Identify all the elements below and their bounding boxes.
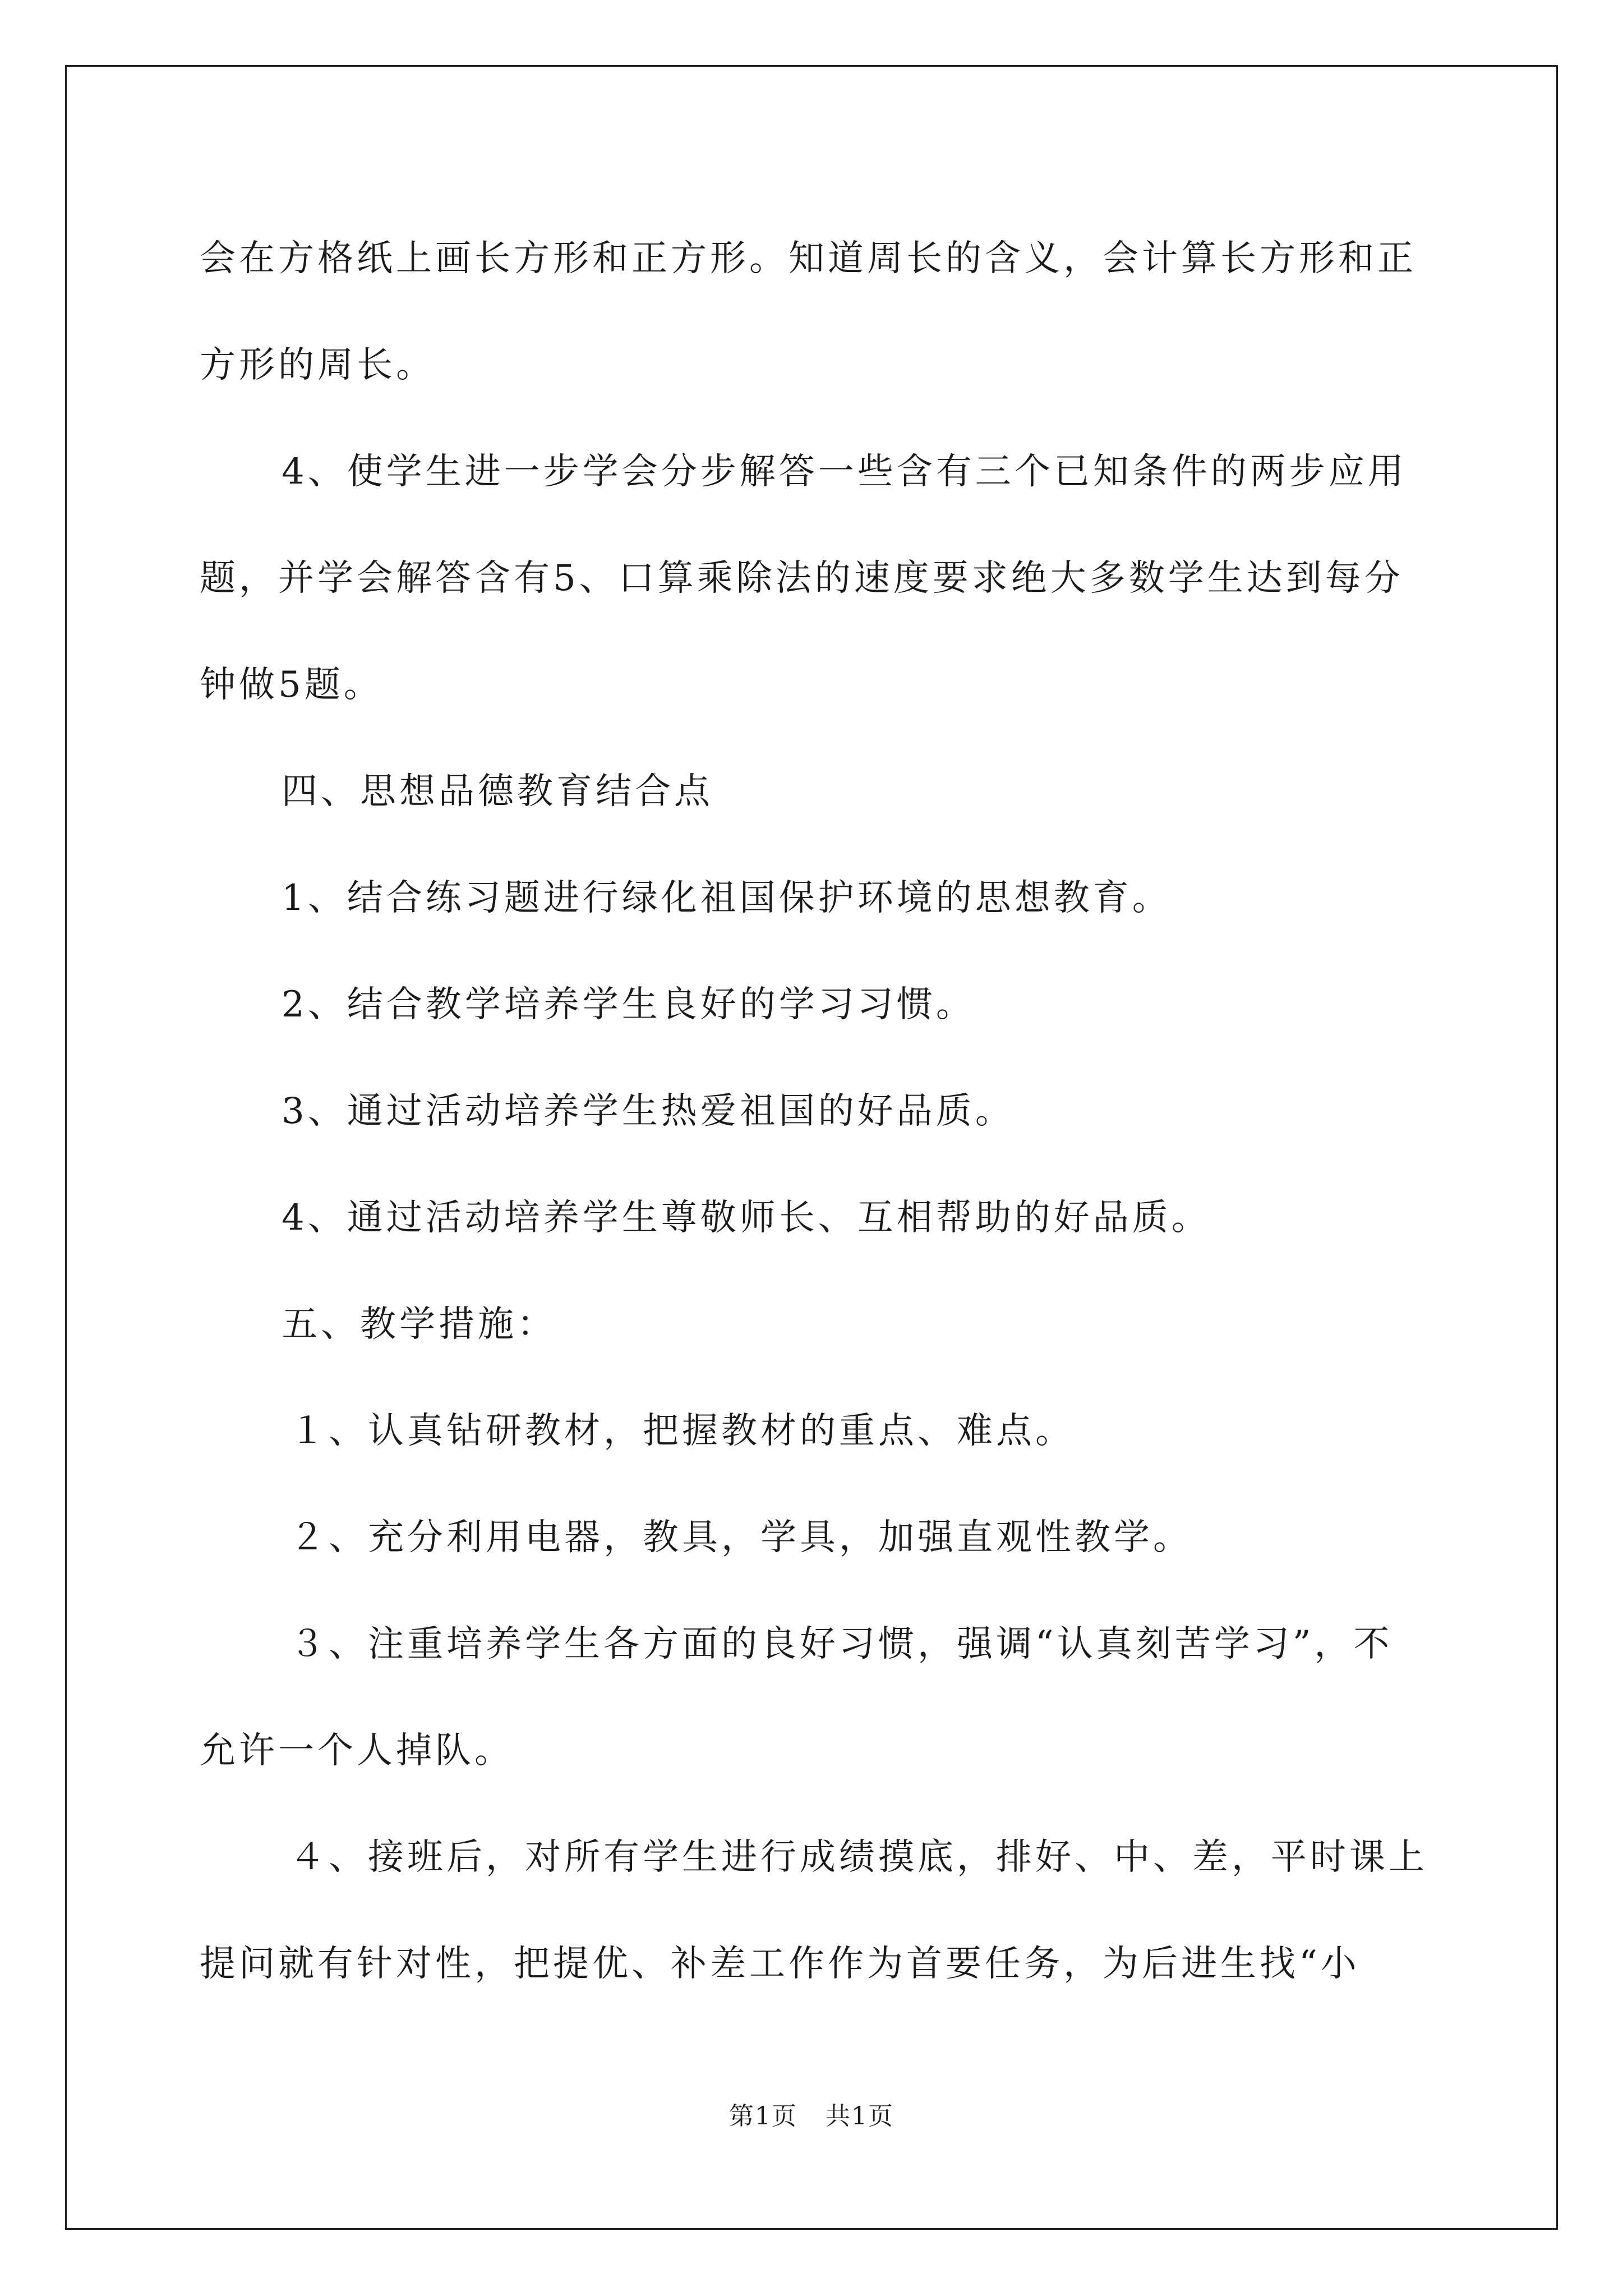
section-heading: 五、教学措施： <box>282 1304 556 1345</box>
paragraph: 会在方格纸上画长方形和正方形。知道周长的含义，会计算长方形和正方形的周长。 <box>200 238 1417 386</box>
list-item: 3、通过活动培养学生热爱祖国的好品质。 <box>282 1091 1015 1132</box>
list-item: 1、结合练习题进行绿化祖国保护环境的思想教育。 <box>282 877 1172 919</box>
paragraph: 4、使学生进一步学会分步解答一些含有三个已知条件的两步应用题，并学会解答含有5、口算乘除法的速度要求绝大多数学生达到每分钟做5题。 <box>200 451 1407 706</box>
list-item: 4、通过活动培养学生尊敬师长、互相帮助的好品质。 <box>282 1197 1211 1239</box>
list-item: ３、注重培养学生各方面的良好习惯，强调“认真刻苦学习”，不允许一个人掉队。 <box>200 1623 1393 1772</box>
section-heading: 四、思想品德教育结合点 <box>282 771 713 812</box>
page-total: 共1页 <box>826 2102 894 2131</box>
list-item: 2、结合教学培养学生良好的学习习惯。 <box>282 984 975 1025</box>
document-body <box>200 205 1428 2017</box>
page-number: 第1页 <box>729 2102 797 2131</box>
page-footer <box>0 2096 1623 2132</box>
list-item: ２、充分利用电器，教具，学具，加强直观性教学。 <box>289 1517 1192 1558</box>
list-item: ４、接班后，对所有学生进行成绩摸底，排好、中、差，平时课上提问就有针对性，把提优、补差工作作为首要任务，为后进生找“小 <box>200 1837 1428 1985</box>
list-item: １、认真钻研教材，把握教材的重点、难点。 <box>289 1410 1075 1452</box>
